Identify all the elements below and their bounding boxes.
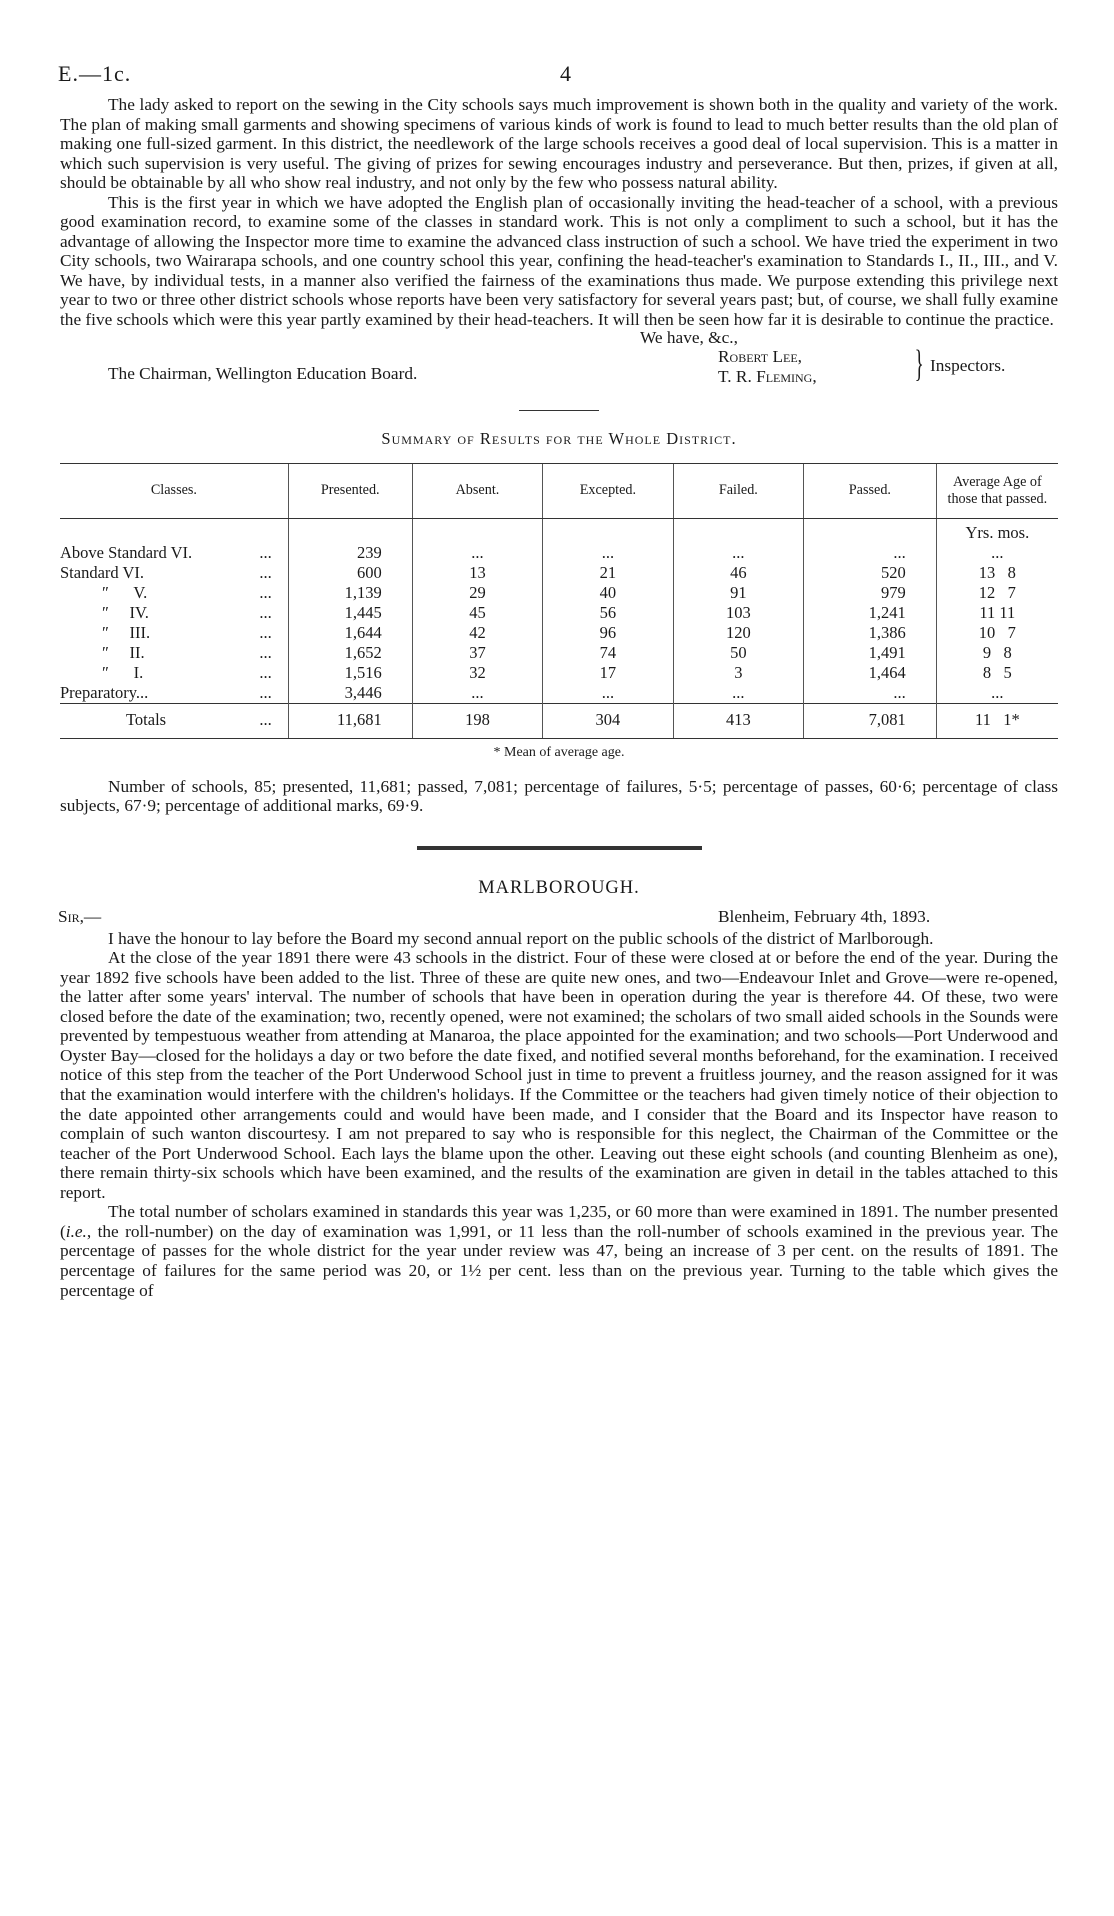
- cell-age: 13 8: [936, 563, 1058, 583]
- totals-passed: 7,081: [804, 703, 937, 738]
- sewing-paragraph: The lady asked to report on the sewing in the City schools says much improvement is shown both in the quality and variety of the work. The plan of making small garments and showing specimens of various kinds of work is found to lead to much better results than the old plan of making one full-sized garment. In this district, the needlework of the large schools receives a good deal of local supervision. This is a matter in which such supervision is very useful. The giving of prizes for sewing encourages industry and perseverance. But then, prizes, if given at all, should be obtainable by all who show real industry, and not only by the few who possess natural ability.: [60, 95, 1058, 193]
- signature-brace: }: [914, 342, 924, 385]
- signature-block: [60, 327, 1058, 392]
- table-row: [60, 543, 1058, 563]
- row-class-label: Above Standard VI. ...: [60, 542, 272, 562]
- section-title: MARLBOROUGH.: [478, 877, 640, 898]
- row-class-label: ″ V. ...: [102, 582, 272, 602]
- cell-age: 9 8: [936, 643, 1058, 663]
- summary-table: [60, 463, 1058, 739]
- cell-passed: 979: [804, 583, 937, 603]
- cell-failed: ...: [673, 543, 803, 563]
- table-header-row: [60, 463, 1058, 518]
- cell-passed: 1,464: [804, 663, 937, 683]
- cell-passed: ...: [804, 683, 937, 704]
- cell-passed: 520: [804, 563, 937, 583]
- cell-failed: 120: [673, 623, 803, 643]
- cell-absent: 45: [412, 603, 542, 623]
- letter-date: Blenheim, February 4th, 1893.: [718, 906, 931, 926]
- table-row: [60, 643, 1058, 663]
- page-number: 4: [560, 61, 571, 86]
- col-absent: Absent.: [412, 463, 542, 518]
- totals-failed: 413: [673, 703, 803, 738]
- cell-age: 12 7: [936, 583, 1058, 603]
- totals-presented: 11,681: [288, 703, 412, 738]
- cell-passed: 1,386: [804, 623, 937, 643]
- cell-excepted: ...: [543, 683, 673, 704]
- cell-failed: 103: [673, 603, 803, 623]
- closing: We have, &c.,: [640, 327, 738, 347]
- row-class-label: ″ III. ...: [102, 622, 272, 642]
- age-unit: Yrs. mos.: [936, 518, 1058, 543]
- table-row: [60, 563, 1058, 583]
- district-stats: Number of schools, 85; presented, 11,681; passed, 7,081; percentage of failures, 5·5; percentage of passes, 60·6; percentage of class subjects, 67·9; percentage of additional marks, 69·9.: [60, 776, 1058, 816]
- table-row: [60, 663, 1058, 683]
- cell-presented: 239: [288, 543, 412, 563]
- row-class-label: ″ I. ...: [102, 662, 272, 682]
- cell-excepted: ...: [543, 543, 673, 563]
- table-footnote: * Mean of average age.: [493, 744, 625, 760]
- cell-failed: 91: [673, 583, 803, 603]
- cell-absent: 29: [412, 583, 542, 603]
- heavy-divider: [417, 846, 702, 850]
- cell-age: ...: [936, 683, 1058, 704]
- col-classes: Classes.: [60, 463, 288, 518]
- totals-label: Totals ...: [60, 703, 288, 738]
- totals-age: 11 1*: [936, 703, 1058, 738]
- cell-absent: 42: [412, 623, 542, 643]
- cell-age: 8 5: [936, 663, 1058, 683]
- cell-presented: 1,139: [288, 583, 412, 603]
- cell-age: 10 7: [936, 623, 1058, 643]
- unit-row: [60, 518, 1058, 543]
- marlborough-paragraph-2: At the close of the year 1891 there were 43 schools in the district. Four of these were closed at or before the end of the year. During the year 1892 five schools have been added to the list. Three of these are quite new ones, and two—Endeavour Inlet and Grove—were re-opened, the latter after some years' interval. The number of schools that have been in operation during the year is therefore 44. Of these, two were closed before the date of the examination; two, recently opened, were not examined; the scholars of two small aided schools in the Sounds were prevented by tempestuous weather from attending at Manaroa, the place appointed for the examination; and two schools—Port Underwood and Oyster Bay—closed for the holidays a day or two before the date fixed, and notified several months beforehand, for the examination. I received notice of this step from the teacher of the Port Underwood School just in time to prevent a fruitless journey, and the reason assigned for it was that the examination would interfere with the children's holidays. If the Committee or the teachers had given timely notice of their objection to the date appointed other arrangements could and would have been made, and I consider that the Board and its Inspector have reason to complain of such wanton discourtesy. I am not prepared to say who is responsible for this neglect, the Chairman of the Committee or the teacher of the Port Underwood School. Each lays the blame upon the other. Leaving out these eight schools (and counting Blenheim as one), there remain thirty-six schools which have been examined, and the results of the examination are given in detail in the tables attached to this report.: [60, 948, 1058, 1202]
- summary-body: [60, 518, 1058, 703]
- letter-opening: [60, 907, 1058, 929]
- cell-age: 11 11: [936, 603, 1058, 623]
- cell-age: ...: [936, 543, 1058, 563]
- table-row: [60, 683, 1058, 704]
- page-header: [60, 55, 1058, 95]
- addressee: The Chairman, Wellington Education Board.: [108, 363, 418, 383]
- cell-failed: 46: [673, 563, 803, 583]
- summary-title: Summary of Results for the Whole District.: [381, 428, 737, 448]
- row-class-label: Standard VI. ...: [60, 562, 272, 582]
- signatory-title: Inspectors.: [930, 355, 1006, 375]
- cell-excepted: 17: [543, 663, 673, 683]
- cell-excepted: 96: [543, 623, 673, 643]
- col-excepted: Excepted.: [543, 463, 673, 518]
- cell-excepted: 74: [543, 643, 673, 663]
- marlborough-paragraph-3: The total number of scholars examined in standards this year was 1,235, or 60 more than were examined in 1891. The number presented (i.e., the roll-number) on the day of examination was 1,991, or 11 less than the roll-number of schools examined in the previous year. The percentage of passes for the whole district for the year under review was 47, being an increase of 3 per cent. on the results of 1891. The percentage of failures for the same period was 20, or 1½ per cent. less than on the previous year. Turning to the table which gives the percentage of: [60, 1202, 1058, 1300]
- cell-absent: 13: [412, 563, 542, 583]
- cell-presented: 1,644: [288, 623, 412, 643]
- cell-absent: 32: [412, 663, 542, 683]
- col-presented: Presented.: [288, 463, 412, 518]
- cell-failed: 50: [673, 643, 803, 663]
- col-failed: Failed.: [673, 463, 803, 518]
- row-class-label: Preparatory... ...: [60, 682, 272, 702]
- table-row: [60, 583, 1058, 603]
- document-page: [60, 55, 1058, 1300]
- col-average-age: Average Age of those that passed.: [936, 463, 1058, 518]
- cell-absent: ...: [412, 683, 542, 704]
- cell-passed: 1,241: [804, 603, 937, 623]
- head-teacher-paragraph: This is the first year in which we have adopted the English plan of occasionally inviting the head-teacher of a school, with a previous good examination record, to examine some of the classes in standard work. This is not only a compliment to such a school, but it has the advantage of allowing the Inspector more time to examine the advanced class instruction of such a school. We have tried the experiment in two City schools, two Wairarapa schools, and one country school this year, confining the head-teacher's examination to Standards I., II., III., and V. We have, by individual tests, in a manner also verified the fairness of the examinations thus made. We purpose extending this privilege next year to two or three other district schools whose reports have been very satisfactory for several years past; but, of course, we shall fully examine the five schools which were this year partly examined by their head-teachers. It will then be seen how far it is desirable to continue the practice.: [60, 192, 1058, 330]
- totals-excepted: 304: [543, 703, 673, 738]
- cell-presented: 3,446: [288, 683, 412, 704]
- marlborough-paragraph-1: I have the honour to lay before the Board my second annual report on the public schools of the district of Marlborough.: [108, 928, 934, 948]
- row-class-label: ″ IV. ...: [102, 602, 272, 622]
- totals-row: [60, 703, 1058, 738]
- cell-excepted: 56: [543, 603, 673, 623]
- cell-excepted: 21: [543, 563, 673, 583]
- cell-presented: 600: [288, 563, 412, 583]
- cell-passed: 1,491: [804, 643, 937, 663]
- document-reference: E.—1c.: [58, 61, 132, 86]
- totals-absent: 198: [412, 703, 542, 738]
- cell-absent: ...: [412, 543, 542, 563]
- section-divider: [519, 410, 599, 411]
- cell-excepted: 40: [543, 583, 673, 603]
- cell-failed: 3: [673, 663, 803, 683]
- col-passed: Passed.: [804, 463, 937, 518]
- cell-presented: 1,516: [288, 663, 412, 683]
- signatory-fleming: T. R. Fleming,: [718, 366, 817, 386]
- signatory-lee: Robert Lee,: [718, 346, 802, 366]
- table-row: [60, 623, 1058, 643]
- cell-passed: ...: [804, 543, 937, 563]
- table-row: [60, 603, 1058, 623]
- cell-absent: 37: [412, 643, 542, 663]
- salutation: Sir,—: [58, 906, 102, 926]
- cell-presented: 1,445: [288, 603, 412, 623]
- cell-presented: 1,652: [288, 643, 412, 663]
- row-class-label: ″ II. ...: [102, 642, 272, 662]
- cell-failed: ...: [673, 683, 803, 704]
